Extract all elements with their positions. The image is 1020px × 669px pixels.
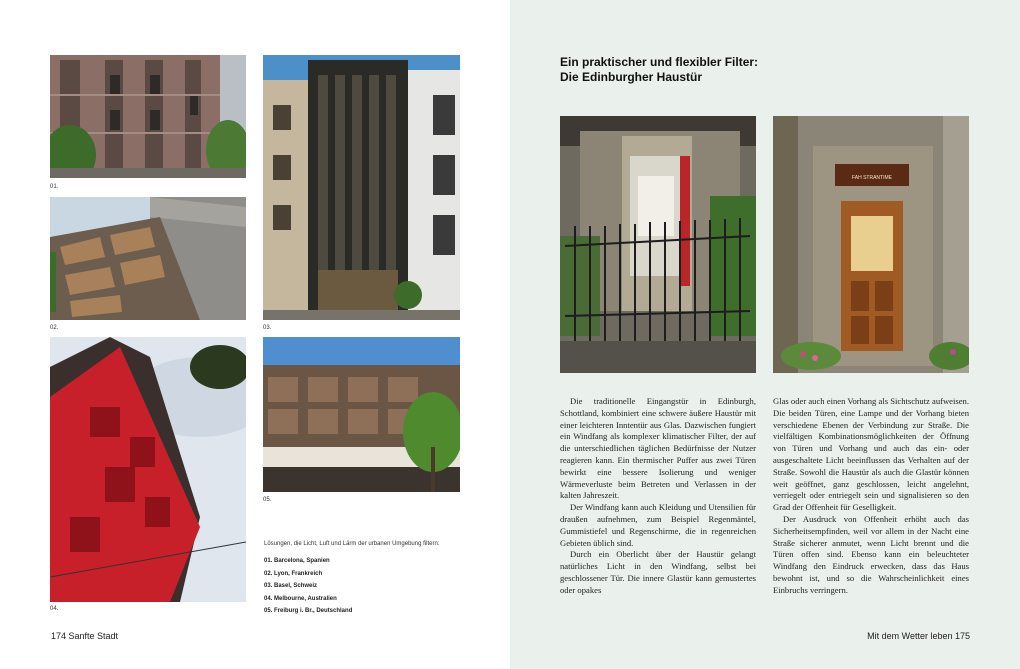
body-paragraph: Durch ein Oberlicht über der Haustür gelangt natürliches Licht in den Windfang, selbst bei geschlossener Tür. Die innere Glastür kann gemustertes oder opakes (560, 549, 756, 595)
photo-barcelona (50, 55, 246, 178)
folio-left: 174 Sanfte Stadt (51, 631, 119, 641)
image-number-01: 01. (50, 184, 59, 190)
caption-item: 01. Barcelona, Spanien (264, 558, 330, 564)
photo-melbourne (50, 337, 246, 602)
folio-right: Mit dem Wetter leben 175 (867, 631, 970, 641)
door-sign-text: FAH STRANTIME (851, 175, 893, 181)
body-paragraph: Glas oder auch einen Vorhang als Sichtschutz aufweisen. Die beiden Türen, eine Lampe und der Vorhang bieten verschiedene Ebenen der Verbindung zur Straße. Die vielfältigen Kombinationsmöglichkeiten der Öffnung von Türen und Vorhang und auch das ein- oder ausgeschaltete Licht beeinflussen das Verhalten auf der Straße. Sowohl die Haustür als auch die Glastür können weit geöffnet, ganz geschlossen, leicht angelehnt, verriegelt oder entriegelt sein und signalisieren so den Grad der Offenheit für Geselligkeit. (773, 396, 969, 513)
body-paragraph: Der Windfang kann auch Kleidung und Utensilien für draußen aufnehmen, zum Beispiel Regenmäntel, Gummistiefel und Regenschirme, die in regenreichen Gebieten üblich sind. (560, 502, 756, 548)
image-number-03: 03. (263, 325, 272, 331)
image-number-04: 04. (50, 606, 59, 612)
headline-line-1: Ein praktischer und flexibler Filter: (560, 55, 759, 69)
article-headline (560, 55, 820, 84)
body-paragraph: Die traditionelle Eingangstür in Edinburgh, Schottland, kombiniert eine schwere äußere Haustür mit einer leichteren Inntentür aus Glas. Dazwischen fungiert ein Windfang als komplexer klimatischer Filter, der auf die unterschiedlichen täglichen Bedürfnisse der Nutzer reagieren kann. Ein thermischer Puffer aus zwei Türen bewirkt eine bessere Isolierung und weniger Wärmeverluste beim Betreten und Verlassen in der kalten Jahreszeit. (560, 396, 756, 501)
body-column-1 (560, 396, 756, 597)
photo-lyon (50, 197, 246, 320)
image-number-05: 05. (263, 497, 272, 503)
photo-freiburg (263, 337, 460, 492)
caption-intro: Lösungen, die Licht, Luft und Lärm der urbanen Umgebung filtern: (264, 541, 440, 547)
body-paragraph: Der Ausdruck von Offenheit erhöht auch das Sicherheitsempfinden, weil vor allem in der Nacht eine Straße sicherer anmutet, wenn Licht brennt und die Türen offen sind. Ebenso kann ein beleuchteter Windfang den Eindruck erwecken, dass das Haus bewohnt ist, und so die Wahrscheinlichkeit eines Einbruchs verringern. (773, 513, 969, 595)
caption-item: 02. Lyon, Frankreich (264, 570, 323, 577)
image-number-02: 02. (50, 325, 59, 331)
caption-item: 03. Basel, Schweiz (264, 583, 318, 589)
headline-line-2: Die Edinburgher Haustür (560, 69, 703, 84)
caption-item: 05. Freiburg i. Br., Deutschland (264, 608, 353, 614)
photo-door-iron-gate (560, 116, 756, 373)
photo-door-wooden (773, 116, 969, 373)
caption-item: 04. Melbourne, Australien (264, 595, 337, 602)
body-column-2 (773, 396, 969, 597)
caption-list (264, 555, 464, 618)
photo-basel (263, 55, 460, 320)
